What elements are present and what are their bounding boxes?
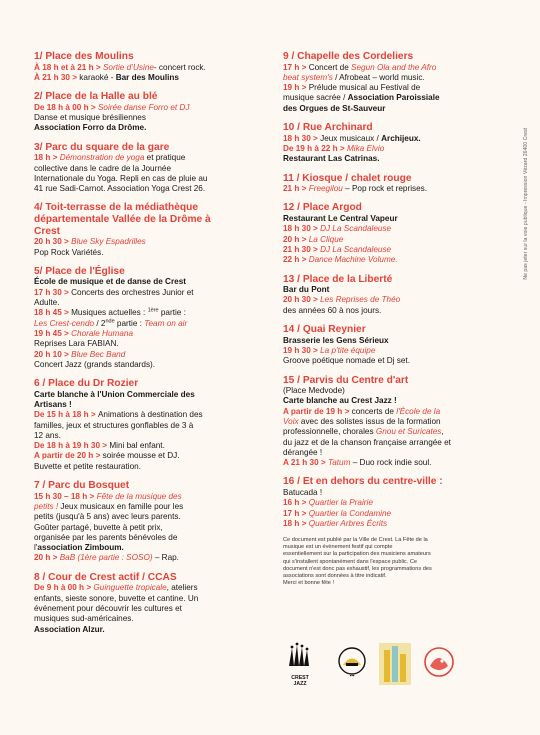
line-text: Adulte. bbox=[34, 298, 60, 308]
program-section bbox=[34, 142, 274, 195]
gold-emblem-logo bbox=[378, 642, 412, 691]
line-text: Danse et musique brésiliennes bbox=[34, 113, 146, 123]
program-line bbox=[283, 356, 505, 366]
section-title: 14 / Quai Reynier bbox=[283, 324, 366, 336]
line-text: Jeux musicaux / bbox=[320, 133, 382, 143]
event-name: Quartier Arbres Écrits bbox=[308, 518, 388, 528]
line-text: familles, jeux et structures gonflables de 3 à bbox=[34, 420, 194, 430]
event-name: l'École de la bbox=[396, 406, 441, 416]
event-time: 18 h 45 > bbox=[34, 308, 72, 318]
event-name: Team on air bbox=[144, 318, 188, 328]
event-name: Blue Sky Espadrilles bbox=[71, 237, 146, 247]
line-text: Brasserie les Gens Sérieux bbox=[283, 335, 389, 345]
notice-line: Merci et bonne fête ! bbox=[283, 579, 334, 586]
program-line bbox=[34, 583, 274, 593]
section-title: 7 / Parc du Bosquet bbox=[34, 480, 130, 492]
program-line bbox=[34, 523, 274, 533]
program-line bbox=[34, 421, 274, 431]
program-line bbox=[283, 386, 505, 396]
section-title: 16 / Et en dehors du centre-ville : bbox=[283, 476, 443, 488]
program-section bbox=[34, 266, 274, 370]
line-text: Animations à destination des bbox=[97, 410, 203, 420]
program-line bbox=[283, 336, 505, 346]
event-time: A partir de 19 h > bbox=[283, 406, 352, 416]
program-section bbox=[34, 572, 274, 635]
line-text: Carte blanche à l'Union Commerciale des bbox=[34, 389, 195, 399]
event-time: De 19 h à 22 h > bbox=[283, 143, 347, 153]
event-name: DJ La Scandaleuse bbox=[320, 224, 392, 234]
program-line bbox=[34, 174, 274, 184]
event-time: 21 h 30 > bbox=[283, 244, 321, 254]
program-section bbox=[283, 173, 505, 195]
line-text: – Pop rock et reprises. bbox=[342, 184, 428, 194]
line-text: Jeux musicaux en famille pour les bbox=[58, 501, 184, 511]
program-line bbox=[34, 184, 274, 194]
program-section bbox=[283, 324, 505, 366]
event-time: 17 h 30 > bbox=[34, 287, 72, 297]
event-time: De 18 h à 00 h > bbox=[34, 102, 98, 112]
program-line bbox=[34, 451, 274, 461]
line-text: musique sacrée / bbox=[283, 93, 348, 103]
line-text: des Orgues de St-Sauveur bbox=[283, 103, 386, 113]
event-time: 19 h 30 > bbox=[283, 345, 321, 355]
line-text: l' bbox=[34, 543, 38, 553]
section-title: 12 / Place Argod bbox=[283, 202, 362, 214]
event-time: 19 h 45 > bbox=[34, 328, 72, 338]
line-text: collective dans le cadre de la Journée bbox=[34, 163, 171, 173]
crest-jazz-emblem-icon bbox=[283, 642, 317, 670]
line-text: enfants, sieste sonore, buvette et cantine. Un bbox=[34, 593, 199, 603]
association-round-icon bbox=[421, 644, 457, 682]
program-line bbox=[34, 123, 274, 133]
program-line bbox=[283, 83, 505, 93]
program-section bbox=[34, 91, 274, 133]
line-text: avec des solistes issus de la formation bbox=[298, 416, 441, 426]
event-name: Quartier la Condamine bbox=[308, 508, 392, 518]
line-text: association Zimboum. bbox=[37, 543, 124, 553]
program-line bbox=[283, 285, 505, 295]
section-title: 9 / Chapelle des Cordeliers bbox=[283, 51, 414, 62]
crest-jazz-logo bbox=[283, 642, 317, 687]
sun-music-logo bbox=[335, 644, 369, 687]
red-round-logo bbox=[421, 644, 457, 687]
event-name: Guinguette tropicale bbox=[93, 583, 167, 593]
event-time: 20 h > bbox=[34, 553, 60, 563]
event-name: Voix bbox=[283, 416, 299, 426]
event-time: 20 h 10 > bbox=[34, 349, 72, 359]
program-line bbox=[34, 594, 274, 604]
event-name: La Clique bbox=[308, 234, 344, 244]
line-text: Carte blanche au Crest Jazz ! bbox=[283, 396, 397, 406]
line-text: / Afrobeat – world music. bbox=[332, 72, 425, 82]
event-name: Tatum bbox=[327, 458, 351, 468]
program-line bbox=[34, 164, 274, 174]
line-text: du jazz et de la chanson française arrangée et bbox=[283, 437, 451, 447]
event-time: De 15 h à 18 h > bbox=[34, 410, 98, 420]
program-line bbox=[34, 625, 274, 635]
program-line bbox=[34, 73, 274, 83]
program-section bbox=[283, 51, 505, 114]
line-text: dérangée ! bbox=[283, 447, 323, 457]
event-time: 18 h 30 > bbox=[283, 133, 321, 143]
program-line bbox=[283, 427, 505, 437]
program-line bbox=[34, 512, 274, 522]
line-text: Goûter partagé, buvette à petit prix, bbox=[34, 522, 163, 532]
event-time: De 9 h à 00 h > bbox=[34, 583, 94, 593]
event-name: Démonstration de yoga bbox=[59, 153, 145, 163]
event-name: Blue Bec Band bbox=[71, 349, 126, 359]
program-line bbox=[34, 153, 274, 163]
line-text: et pratique bbox=[144, 153, 186, 163]
program-line bbox=[283, 73, 505, 83]
program-line bbox=[34, 308, 274, 318]
program-line bbox=[34, 339, 274, 349]
program-section bbox=[34, 480, 274, 564]
line-text: – Rap. bbox=[152, 553, 179, 563]
line-text: partie : bbox=[114, 318, 145, 328]
partner-logos bbox=[283, 642, 505, 692]
program-line bbox=[34, 431, 274, 441]
program-line bbox=[283, 346, 505, 356]
line-text: Restaurant Le Central Vapeur bbox=[283, 214, 398, 224]
line-text: Mini bal enfant. bbox=[109, 441, 165, 451]
program-line bbox=[283, 438, 505, 448]
notice-line: musique est un évènement festif qui compte bbox=[283, 544, 393, 551]
program-section bbox=[34, 378, 274, 472]
event-name: Dance Machine Volume. bbox=[308, 255, 398, 265]
program-line bbox=[283, 448, 505, 458]
event-time: 18 h > bbox=[283, 518, 309, 528]
program-line bbox=[283, 519, 505, 529]
event-name: Sortie d’Usine bbox=[102, 62, 154, 72]
event-time: 16 h > bbox=[283, 498, 309, 508]
line-text: Prélude musical au Festival de bbox=[308, 83, 421, 93]
svg-text:▪▪▪: ▪▪▪ bbox=[349, 673, 355, 678]
event-time: 21 h > bbox=[283, 184, 309, 194]
program-line bbox=[283, 306, 505, 316]
event-name: Chorale Humana bbox=[71, 328, 134, 338]
program-line bbox=[34, 604, 274, 614]
program-section bbox=[283, 375, 505, 469]
program-line bbox=[283, 245, 505, 255]
line-text: événement pour découvrir les cultures et bbox=[34, 603, 182, 613]
program-section bbox=[283, 202, 505, 265]
program-line bbox=[283, 63, 505, 73]
line-text: École de musique et de danse de Crest bbox=[34, 277, 186, 287]
program-line bbox=[283, 154, 505, 164]
line-text: organisée par les parents bénévoles de bbox=[34, 532, 178, 542]
notice-line: document n'est donc pas exhaustif, les programmations des bbox=[283, 565, 432, 572]
program-line bbox=[283, 224, 505, 234]
event-time: 20 h > bbox=[283, 234, 309, 244]
program-line bbox=[34, 248, 274, 258]
program-right-column bbox=[283, 51, 505, 587]
program-line bbox=[283, 104, 505, 114]
program-line bbox=[283, 134, 505, 144]
city-emblem-icon bbox=[378, 642, 412, 686]
line-text: Concerts des orchestres Junior et bbox=[71, 287, 194, 297]
program-line bbox=[34, 533, 274, 543]
program-line bbox=[283, 417, 505, 427]
event-name: Gnou et Suricates bbox=[375, 427, 442, 437]
event-name: Les Reprises de Théo bbox=[320, 295, 401, 305]
event-time: 17 h > bbox=[283, 508, 309, 518]
event-name: Quartier la Prairie bbox=[308, 498, 373, 508]
section-title: 6 / Place du Dr Rozier bbox=[34, 378, 139, 390]
line-text: 12 ans. bbox=[34, 430, 61, 440]
program-line bbox=[34, 390, 274, 400]
event-time: 18 h > bbox=[34, 153, 60, 163]
program-line bbox=[283, 509, 505, 519]
event-name: Les Crest-cendo bbox=[34, 318, 95, 328]
event-name: petits ! bbox=[34, 501, 59, 511]
line-text: Association Alzur. bbox=[34, 624, 105, 634]
event-name: Freegilou bbox=[308, 184, 343, 194]
event-time: 22 h > bbox=[283, 255, 309, 265]
event-time: À 21 h 30 > bbox=[34, 72, 80, 82]
section-title: 2/ Place de la Halle au blé bbox=[34, 91, 158, 103]
line-text: Archijeux. bbox=[381, 133, 421, 143]
program-line bbox=[34, 103, 274, 113]
event-name: Soirée danse Forro et DJ bbox=[97, 102, 190, 112]
program-line bbox=[283, 93, 505, 103]
section-title: 10 / Rue Archinard bbox=[283, 122, 373, 134]
notice-line: qui s'installent spontanément dans l'espace public. Ce bbox=[283, 558, 417, 565]
line-text: concerts de bbox=[351, 406, 397, 416]
program-section bbox=[34, 51, 274, 83]
program-section bbox=[34, 202, 274, 257]
program-line bbox=[283, 407, 505, 417]
event-name: Mika Elvio bbox=[346, 143, 385, 153]
program-line bbox=[34, 350, 274, 360]
event-time: 20 h 30 > bbox=[283, 295, 321, 305]
program-line bbox=[34, 543, 274, 553]
program-line bbox=[283, 498, 505, 508]
program-line bbox=[34, 400, 274, 410]
program-line bbox=[283, 184, 505, 194]
program-section bbox=[283, 122, 505, 164]
line-text: (Place Medvode) bbox=[283, 386, 345, 396]
event-time: À 18 h et à 21 h > bbox=[34, 62, 103, 72]
event-name: Fête de la musique des bbox=[96, 491, 182, 501]
event-time: 20 h 30 > bbox=[34, 237, 72, 247]
line-text: Concert de bbox=[308, 62, 352, 72]
event-time: 17 h > bbox=[283, 62, 309, 72]
line-text: musiques sud-américaines. bbox=[34, 614, 134, 624]
program-line bbox=[34, 329, 274, 339]
line-text: , ateliers bbox=[166, 583, 198, 593]
program-line bbox=[34, 553, 274, 563]
event-time: 18 h 30 > bbox=[283, 224, 321, 234]
program-line bbox=[283, 396, 505, 406]
event-name: La p'tite équipe bbox=[320, 345, 376, 355]
event-name: beat system's bbox=[283, 72, 333, 82]
section-title: 13 / Place de la Liberté bbox=[283, 273, 393, 285]
line-text: Bar du Pont bbox=[283, 285, 330, 295]
line-text: professionnelle, chorales bbox=[283, 427, 376, 437]
section-title: 5/ Place de l'Église bbox=[34, 265, 125, 277]
line-text: Musiques actuelles : bbox=[71, 308, 148, 318]
publication-notice bbox=[283, 537, 505, 587]
program-line bbox=[34, 237, 274, 247]
line-text: partie : bbox=[158, 308, 186, 318]
section-title: 15 / Parvis du Centre d'art bbox=[283, 374, 409, 386]
line-text: , bbox=[441, 427, 444, 437]
program-line bbox=[34, 614, 274, 624]
program-line bbox=[34, 462, 274, 472]
line-text: Bar des Moulins bbox=[115, 72, 179, 82]
event-name: Segun Ola and the Afro bbox=[351, 62, 437, 72]
program-line bbox=[34, 63, 274, 73]
program-line bbox=[283, 295, 505, 305]
line-text: Association Forro da Drôme. bbox=[34, 123, 147, 133]
crest-jazz-label: CREST JAZZ bbox=[291, 675, 309, 687]
event-name: DJ La Scandaleuse bbox=[320, 244, 392, 254]
line-text: Concert Jazz (grands standards). bbox=[34, 359, 156, 369]
section-title: 8 / Cour de Crest actif / CCAS bbox=[34, 571, 177, 583]
event-time: A 21 h 30 > bbox=[283, 458, 328, 468]
program-line bbox=[283, 235, 505, 245]
program-line bbox=[283, 488, 505, 498]
side-legal-text: Ne pas jeter sur la voie publique - Impression Vézard 26400 Crest bbox=[523, 128, 529, 280]
program-line bbox=[34, 360, 274, 370]
line-text: Internationale du Yoga. Repli en cas de pluie au bbox=[34, 173, 208, 183]
program-line bbox=[34, 410, 274, 420]
sun-music-icon bbox=[335, 644, 369, 682]
event-time: 15 h 30 – 18 h > bbox=[34, 491, 97, 501]
notice-line: essentiellement sur la participation des musiciens amateurs bbox=[283, 551, 431, 558]
line-text: Artisans ! bbox=[34, 399, 72, 409]
event-time: A partir de 20 h > bbox=[34, 451, 103, 461]
event-name: BaB (1ère partie : SOSO) bbox=[59, 553, 153, 563]
line-text: Reprises Lara FABIAN. bbox=[34, 339, 119, 349]
line-text: / 2 bbox=[94, 318, 106, 328]
program-line bbox=[34, 502, 274, 512]
program-section bbox=[283, 476, 505, 529]
line-text: Buvette et petite restauration. bbox=[34, 461, 141, 471]
line-text: Groove poétique nomade et Dj set. bbox=[283, 356, 410, 366]
program-line bbox=[34, 319, 274, 329]
line-text: – Duo rock indie soul. bbox=[350, 458, 432, 468]
program-section bbox=[283, 274, 505, 316]
line-text: nde bbox=[105, 317, 115, 324]
section-title: 1/ Place des Moulins bbox=[34, 51, 134, 62]
program-line bbox=[34, 288, 274, 298]
line-text: Pop Rock Variétés. bbox=[34, 247, 104, 257]
line-text: Association Paroissiale bbox=[347, 93, 440, 103]
line-text: 1ère bbox=[147, 307, 159, 314]
program-line bbox=[283, 214, 505, 224]
line-text: des années 60 à nos jours. bbox=[283, 305, 382, 315]
program-line bbox=[34, 441, 274, 451]
event-time: De 18 h à 19 h 30 > bbox=[34, 441, 110, 451]
program-line bbox=[283, 144, 505, 154]
section-title: 4/ Toit-terrasse de la médiathèque départementale Vallée de la Drôme à Crest bbox=[34, 202, 211, 237]
program-left-column bbox=[34, 51, 274, 643]
program-line bbox=[283, 255, 505, 265]
section-title: 3/ Parc du square de la gare bbox=[34, 141, 170, 153]
line-text: - concert rock. bbox=[153, 62, 206, 72]
line-text: petits (jusqu'à 5 ans) avec leurs parents. bbox=[34, 512, 181, 522]
notice-line: associations sont données à titre indicatif. bbox=[283, 572, 387, 579]
program-line bbox=[283, 458, 505, 468]
section-title: 11 / Kiosque / chalet rouge bbox=[283, 172, 412, 184]
notice-line: Ce document est publié par la Ville de Crest. La Fête de la bbox=[283, 537, 428, 544]
program-line bbox=[34, 277, 274, 287]
event-time: 19 h > bbox=[283, 83, 309, 93]
line-text: Batucada ! bbox=[283, 488, 323, 498]
line-text: karaoké - bbox=[79, 72, 116, 82]
program-line bbox=[34, 113, 274, 123]
program-line bbox=[34, 492, 274, 502]
line-text: 41 rue Sadi-Carnot. Association Yoga Crest 26. bbox=[34, 184, 206, 194]
line-text: Restaurant Las Catrinas. bbox=[283, 154, 380, 164]
line-text: soirée mousse et DJ. bbox=[102, 451, 180, 461]
